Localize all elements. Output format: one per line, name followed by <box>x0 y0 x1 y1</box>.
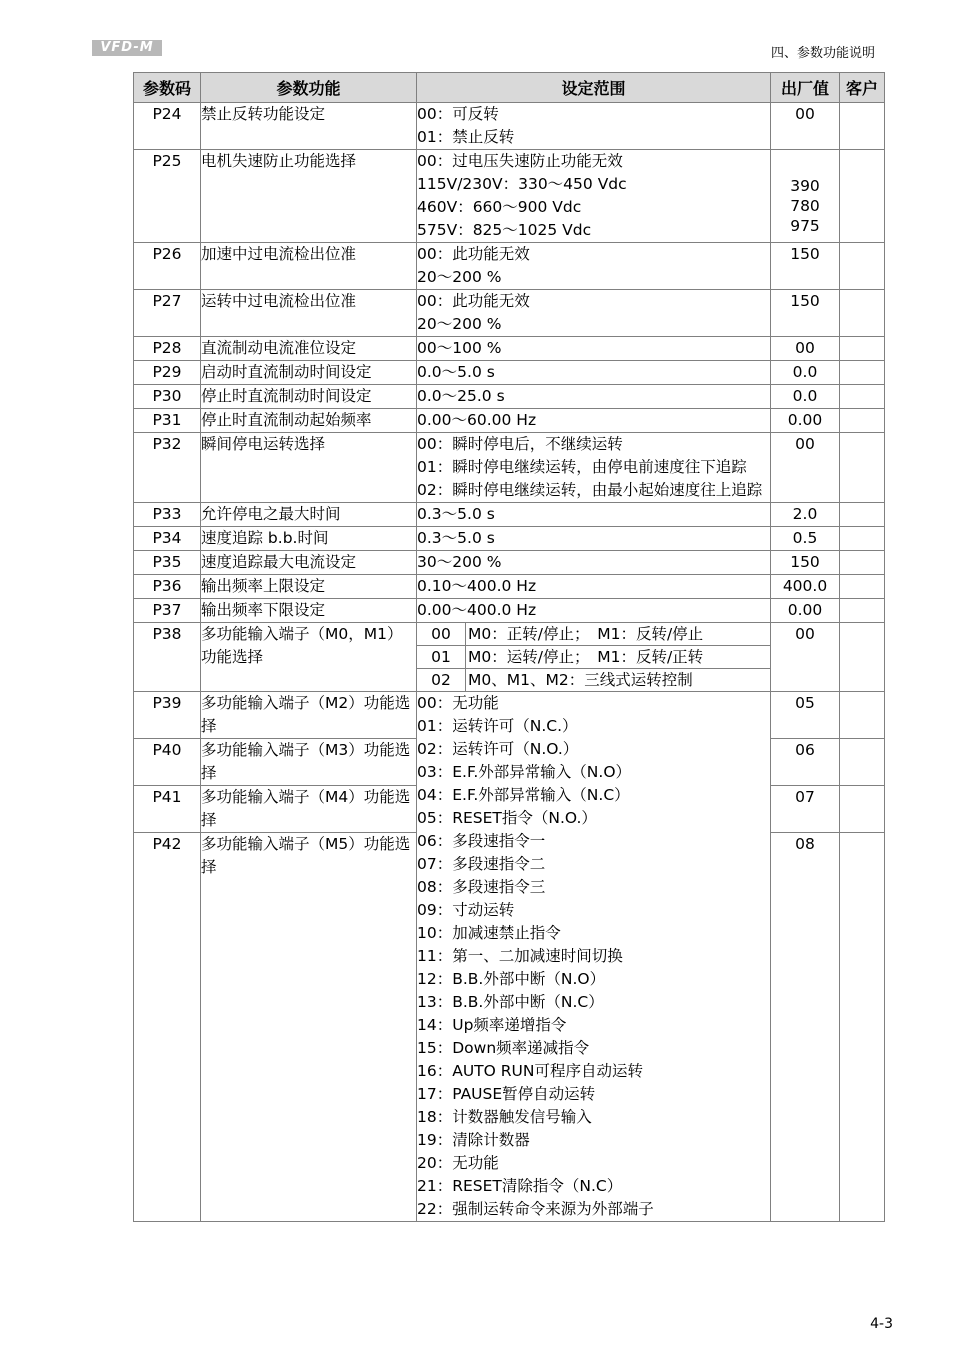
param-default <box>771 361 840 385</box>
header-default: 出厂值 <box>771 73 840 103</box>
range-line: 20：无功能 <box>417 1154 499 1172</box>
function-text: 多功能输入端子（M4）功能选择 <box>201 788 411 829</box>
function-text: 瞬间停电运转选择 <box>201 435 326 453</box>
param-customer <box>840 503 885 527</box>
param-function <box>201 833 417 1222</box>
param-range <box>417 551 771 575</box>
option-row <box>417 646 770 669</box>
param-customer <box>840 433 885 503</box>
range-line: 08：多段速指令三 <box>417 878 546 896</box>
param-code: P29 <box>134 361 201 385</box>
function-text: 启动时直流制动时间设定 <box>201 363 372 381</box>
range-line: 0.00～60.00 Hz <box>417 411 537 429</box>
param-code: P25 <box>134 150 201 243</box>
range-line: 460V：660～900 Vdc <box>417 198 582 216</box>
param-code: P33 <box>134 503 201 527</box>
header-range: 设定范围 <box>417 73 771 103</box>
param-default <box>771 551 840 575</box>
param-default <box>771 385 840 409</box>
function-text: 输出频率上限设定 <box>201 577 326 595</box>
param-customer <box>840 103 885 150</box>
param-code: P40 <box>134 739 201 786</box>
default-line: 00 <box>795 435 815 453</box>
range-line: 0.3～5.0 s <box>417 529 495 547</box>
range-line: 21：RESET清除指令（N.C） <box>417 1177 623 1195</box>
param-default: 07 <box>771 786 840 833</box>
table-row-p32 <box>134 433 885 503</box>
page-number: 4-3 <box>870 1316 893 1332</box>
range-line: 12：B.B.外部中断（N.O） <box>417 970 606 988</box>
param-code: P34 <box>134 527 201 551</box>
table-row-p39 <box>134 692 885 739</box>
default-line: 0.5 <box>792 529 818 547</box>
function-text: 输出频率下限设定 <box>201 601 326 619</box>
param-default: 06 <box>771 739 840 786</box>
function-text: 禁止反转功能设定 <box>201 105 326 123</box>
range-line: 00：瞬时停电后，不继续运转 <box>417 435 623 453</box>
param-customer <box>840 243 885 290</box>
param-default <box>771 527 840 551</box>
range-line: 09：寸动运转 <box>417 901 515 919</box>
range-line: 03：E.F.外部异常输入（N.O） <box>417 763 632 781</box>
default-line: 0.00 <box>787 411 823 429</box>
param-code: P41 <box>134 786 201 833</box>
table-row-p25 <box>134 150 885 243</box>
param-code: P42 <box>134 833 201 1222</box>
param-range <box>417 692 771 1222</box>
default-line: 00 <box>795 339 815 357</box>
param-default: 00 <box>771 623 840 692</box>
range-line: 00：无功能 <box>417 694 499 712</box>
range-line: 00：此功能无效 <box>417 292 530 310</box>
param-code: P26 <box>134 243 201 290</box>
range-line: 11：第一、二加减速时间切换 <box>417 947 623 965</box>
function-text: 电机失速防止功能选择 <box>201 152 357 170</box>
param-customer <box>840 692 885 739</box>
option-key: 01 <box>417 646 466 669</box>
function-text: 多功能输入端子（M2）功能选择 <box>201 694 411 735</box>
param-default <box>771 150 840 243</box>
function-text: 加速中过电流检出位准 <box>201 245 357 263</box>
param-range <box>417 361 771 385</box>
param-code: P35 <box>134 551 201 575</box>
option-key: 00 <box>417 623 466 646</box>
param-function <box>201 739 417 786</box>
param-function: 多功能输入端子（M0，M1）功能选择 <box>201 623 417 692</box>
range-line: 30～200 % <box>417 553 502 571</box>
param-range <box>417 599 771 623</box>
option-value: M0：正转/停止； M1：反转/停止 <box>466 623 771 646</box>
param-function <box>201 503 417 527</box>
default-line: 0.0 <box>792 363 818 381</box>
param-customer <box>840 527 885 551</box>
function-text: 运转中过电流检出位准 <box>201 292 357 310</box>
param-range <box>417 433 771 503</box>
section-title: 四、参数功能说明 <box>770 46 875 61</box>
param-range <box>417 337 771 361</box>
default-line: 975 <box>790 217 820 235</box>
table-row-p38 <box>134 623 885 692</box>
vfd-m-logo: VFD-M <box>92 40 162 56</box>
default-line: 150 <box>790 553 820 571</box>
range-line: 05：RESET指令（N.O.） <box>417 809 597 827</box>
range-line: 00：可反转 <box>417 105 499 123</box>
param-code: P39 <box>134 692 201 739</box>
table-row-p31 <box>134 409 885 433</box>
param-code: P28 <box>134 337 201 361</box>
range-line: 0.10～400.0 Hz <box>417 577 537 595</box>
table-header-row <box>134 73 885 103</box>
default-line: 400.0 <box>782 577 828 595</box>
param-function <box>201 385 417 409</box>
default-line: 390 <box>790 177 820 195</box>
range-line: 01：运转许可（N.C.） <box>417 717 578 735</box>
function-text: 直流制动电流准位设定 <box>201 339 357 357</box>
range-line: 20～200 % <box>417 268 502 286</box>
table-row-p33 <box>134 503 885 527</box>
range-line: 02：瞬时停电继续运转，由最小起始速度往上追踪 <box>417 481 763 499</box>
range-line: 00～100 % <box>417 339 502 357</box>
param-range <box>417 527 771 551</box>
table-row-p35 <box>134 551 885 575</box>
option-key: 02 <box>417 669 466 692</box>
param-customer <box>840 786 885 833</box>
header-function: 参数功能 <box>201 73 417 103</box>
param-function <box>201 575 417 599</box>
param-function <box>201 433 417 503</box>
option-subtable <box>417 623 770 691</box>
param-function <box>201 786 417 833</box>
range-line: 01：禁止反转 <box>417 128 515 146</box>
param-default: 08 <box>771 833 840 1222</box>
param-code: P38 <box>134 623 201 692</box>
default-line: 780 <box>790 197 820 215</box>
param-customer <box>840 290 885 337</box>
table-row-p26 <box>134 243 885 290</box>
default-line: 150 <box>790 292 820 310</box>
param-function <box>201 337 417 361</box>
param-range <box>417 385 771 409</box>
range-line: 13：B.B.外部中断（N.C） <box>417 993 604 1011</box>
table-row-p37 <box>134 599 885 623</box>
function-text: 速度追踪 b.b.时间 <box>201 529 329 547</box>
table-row-p27 <box>134 290 885 337</box>
param-default <box>771 290 840 337</box>
range-line: 0.3～5.0 s <box>417 505 495 523</box>
param-customer <box>840 599 885 623</box>
option-row <box>417 669 770 692</box>
param-range <box>417 409 771 433</box>
table-row-p29 <box>134 361 885 385</box>
param-code: P30 <box>134 385 201 409</box>
range-line: 14：Up频率递增指令 <box>417 1016 567 1034</box>
range-line: 00：过电压失速防止功能无效 <box>417 152 623 170</box>
param-function <box>201 599 417 623</box>
param-range <box>417 290 771 337</box>
parameter-table <box>133 72 885 1222</box>
param-range <box>417 103 771 150</box>
function-text: 多功能输入端子（M5）功能选择 <box>201 835 411 876</box>
param-code: P32 <box>134 433 201 503</box>
param-default: 05 <box>771 692 840 739</box>
param-function <box>201 361 417 385</box>
param-customer <box>840 385 885 409</box>
param-code: P37 <box>134 599 201 623</box>
param-function <box>201 551 417 575</box>
table-row-p24 <box>134 103 885 150</box>
param-range <box>417 503 771 527</box>
param-default <box>771 503 840 527</box>
header-code: 参数码 <box>134 73 201 103</box>
param-default <box>771 409 840 433</box>
range-line: 0.0～5.0 s <box>417 363 495 381</box>
table-row-p30 <box>134 385 885 409</box>
range-line: 19：清除计数器 <box>417 1131 530 1149</box>
range-line: 00：此功能无效 <box>417 245 530 263</box>
range-line: 0.0～25.0 s <box>417 387 505 405</box>
option-row <box>417 623 770 646</box>
param-default <box>771 243 840 290</box>
param-customer <box>840 551 885 575</box>
param-code: P24 <box>134 103 201 150</box>
param-customer <box>840 623 885 692</box>
param-function <box>201 409 417 433</box>
function-text: 速度追踪最大电流设定 <box>201 553 357 571</box>
param-function <box>201 150 417 243</box>
param-function <box>201 290 417 337</box>
param-customer <box>840 361 885 385</box>
range-line: 17：PAUSE暂停自动运转 <box>417 1085 596 1103</box>
param-default <box>771 337 840 361</box>
range-line: 0.00～400.0 Hz <box>417 601 537 619</box>
param-function <box>201 692 417 739</box>
range-line: 04：E.F.外部异常输入（N.C） <box>417 786 630 804</box>
table-row-p34 <box>134 527 885 551</box>
option-value: M0：运转/停止； M1：反转/正转 <box>466 646 771 669</box>
param-code: P27 <box>134 290 201 337</box>
param-function <box>201 243 417 290</box>
default-line: 00 <box>795 105 815 123</box>
range-line: 10：加减速禁止指令 <box>417 924 561 942</box>
param-customer <box>840 833 885 1222</box>
function-text: 多功能输入端子（M3）功能选择 <box>201 741 411 782</box>
param-range <box>417 575 771 599</box>
range-line: 06：多段速指令一 <box>417 832 546 850</box>
param-default <box>771 433 840 503</box>
param-range <box>417 150 771 243</box>
range-line: 20～200 % <box>417 315 502 333</box>
param-customer <box>840 575 885 599</box>
param-range <box>417 243 771 290</box>
default-line: 0.00 <box>787 601 823 619</box>
param-customer <box>840 337 885 361</box>
option-value: M0、M1、M2：三线式运转控制 <box>466 669 771 692</box>
table-row-p28 <box>134 337 885 361</box>
range-line: 18：计数器触发信号输入 <box>417 1108 592 1126</box>
header-customer: 客户 <box>840 73 885 103</box>
range-line: 16：AUTO RUN可程序自动运转 <box>417 1062 643 1080</box>
range-line: 01：瞬时停电继续运转，由停电前速度往下追踪 <box>417 458 747 476</box>
param-range <box>417 623 771 692</box>
param-function <box>201 527 417 551</box>
table-row-p36 <box>134 575 885 599</box>
function-text: 允许停电之最大时间 <box>201 505 341 523</box>
param-customer <box>840 409 885 433</box>
range-line: 07：多段速指令二 <box>417 855 546 873</box>
range-line: 575V：825～1025 Vdc <box>417 221 592 239</box>
range-line: 02：运转许可（N.O.） <box>417 740 579 758</box>
range-line: 15：Down频率递减指令 <box>417 1039 590 1057</box>
range-line: 22：强制运转命令来源为外部端子 <box>417 1200 654 1218</box>
param-default <box>771 103 840 150</box>
param-default <box>771 599 840 623</box>
default-line: 0.0 <box>792 387 818 405</box>
param-customer <box>840 739 885 786</box>
param-default <box>771 575 840 599</box>
param-function <box>201 103 417 150</box>
default-line: 2.0 <box>792 505 818 523</box>
default-line: 150 <box>790 245 820 263</box>
function-text: 停止时直流制动时间设定 <box>201 387 372 405</box>
function-text: 停止时直流制动起始频率 <box>201 411 372 429</box>
param-code: P36 <box>134 575 201 599</box>
param-code: P31 <box>134 409 201 433</box>
param-customer <box>840 150 885 243</box>
range-line: 115V/230V：330～450 Vdc <box>417 175 627 193</box>
